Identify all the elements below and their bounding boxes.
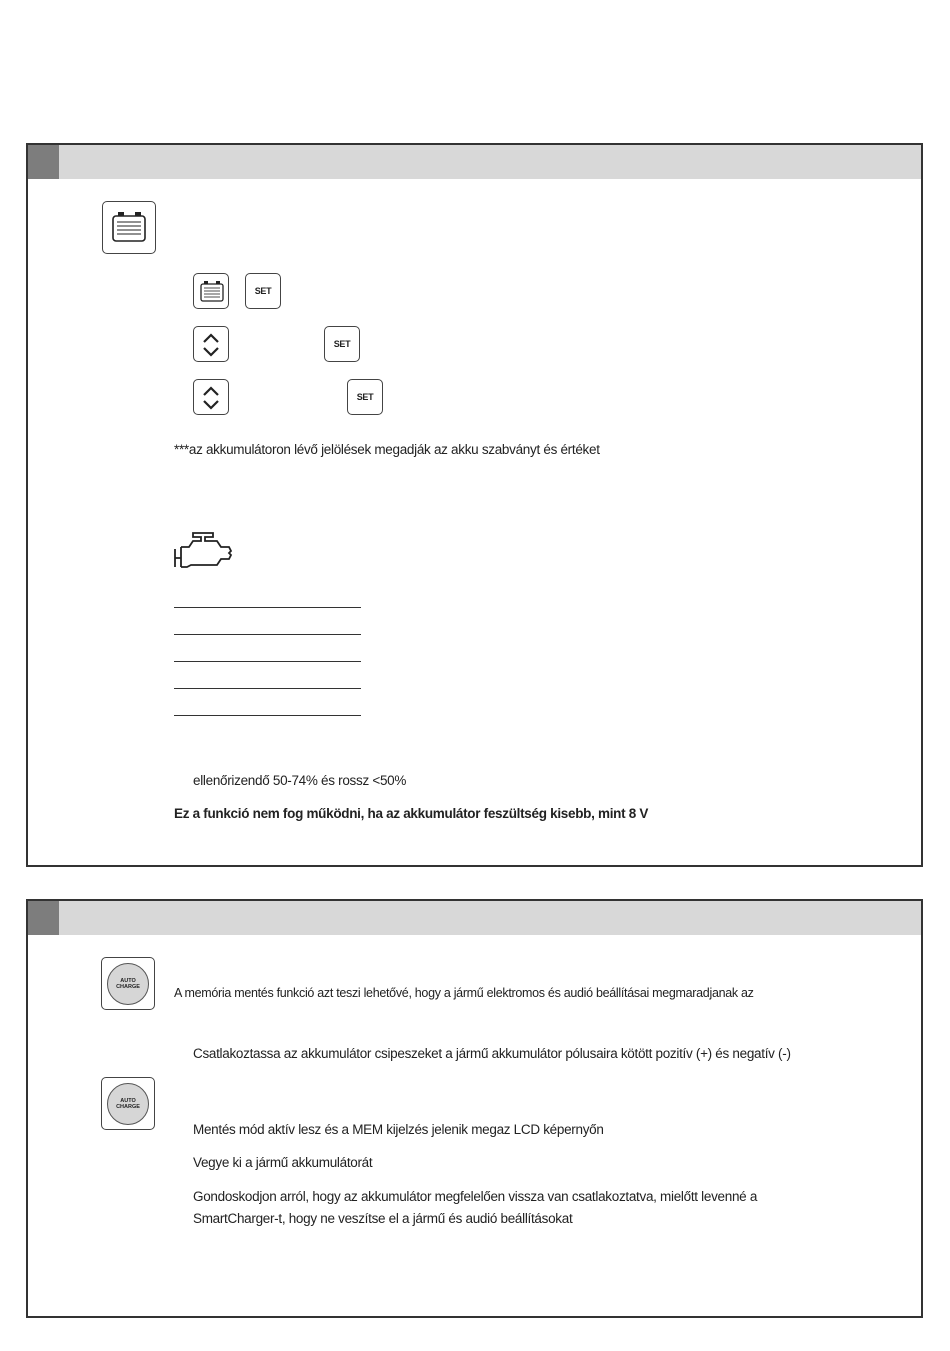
health-levels-text: ellenőrizendő 50-74% és rossz <50% — [193, 773, 407, 788]
auto-charge-button[interactable] — [101, 957, 155, 1010]
panel-header — [28, 145, 921, 179]
table-rule — [174, 715, 361, 716]
header-tab — [28, 901, 59, 935]
table-rule — [174, 661, 361, 662]
auto-charge-icon: AUTO CHARGE — [107, 963, 149, 1005]
up-down-button[interactable] — [193, 379, 229, 415]
table-rule — [174, 607, 361, 608]
step-reconnect-line1: Gondoskodjon arról, hogy az akkumulátor megfelelően vissza van csatlakoztatva, mielőtt levenné a — [193, 1189, 758, 1204]
up-down-button[interactable] — [193, 326, 229, 362]
set-button[interactable]: SET — [324, 326, 360, 362]
battery-standard-note: ***az akkumulátoron lévő jelölések megadják az akku szabványt és értéket — [174, 442, 600, 457]
table-rule — [174, 634, 361, 635]
table-rule — [174, 688, 361, 689]
voltage-warning: Ez a funkció nem fog működni, ha az akkumulátor feszültség kisebb, mint 8 V — [174, 806, 649, 821]
chevron-up-down-icon — [194, 380, 230, 416]
battery-test-panel — [26, 143, 923, 867]
step-remove-battery: Vegye ki a jármű akkumulátorát — [193, 1155, 373, 1170]
battery-small-button[interactable] — [193, 273, 229, 309]
step-connect-clamps: Csatlakoztassa az akkumulátor csipeszeket a jármű akkumulátor pólusaira kötött pozitív (+) és negatív (-) — [193, 1046, 791, 1061]
chevron-up-down-icon — [194, 327, 230, 363]
memory-intro-text: A memória mentés funkció azt teszi lehetővé, hogy a jármű elektromos és audió beállításai megmaradjanak az — [174, 986, 754, 1000]
panel-header — [28, 901, 921, 935]
auto-charge-button[interactable] — [101, 1077, 155, 1130]
battery-icon — [194, 274, 230, 310]
engine-icon — [173, 523, 233, 569]
set-button[interactable]: SET — [245, 273, 281, 309]
battery-button[interactable] — [102, 201, 156, 254]
auto-charge-icon: AUTO CHARGE — [107, 1083, 149, 1125]
battery-icon — [103, 202, 157, 255]
header-tab — [28, 145, 59, 179]
memory-save-panel — [26, 899, 923, 1318]
set-button[interactable]: SET — [347, 379, 383, 415]
step-mem-mode: Mentés mód aktív lesz és a MEM kijelzés jelenik megaz LCD képernyőn — [193, 1122, 604, 1137]
step-reconnect-line2: SmartCharger-t, hogy ne veszítse el a jármű és audió beállításokat — [193, 1211, 573, 1226]
